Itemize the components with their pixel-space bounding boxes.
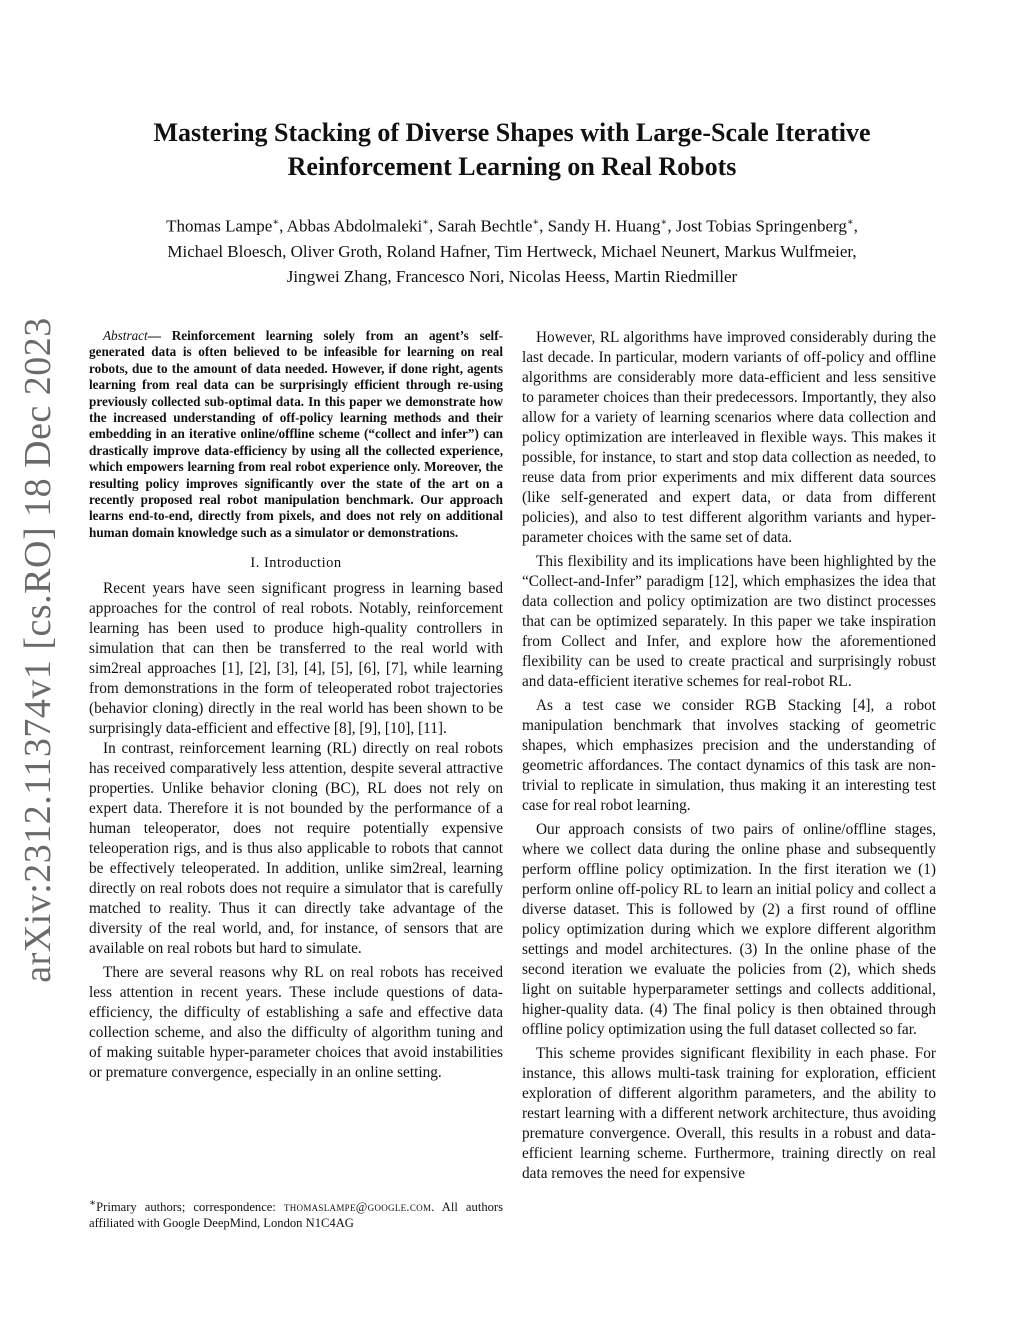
author-mark: ∗ bbox=[272, 217, 280, 228]
arxiv-identifier bbox=[10, 317, 66, 983]
body-paragraph: Our approach consists of two pairs of online/offline stages, where we collect data during the online phase and subsequently perform offline policy optimization. In the first iteration we (1) perform online off-policy RL to learn an initial policy and collect a diverse dataset. This is followed by (2) a first round of offline policy optimization during which we explore different algorithm settings and model architectures. (3) In the online phase of the second iteration we evaluate the policies from (2), which sheds light on suitable hyperparameter settings and collects additional, higher-quality data. (4) The final policy is then obtained through offline policy optimization using the full dataset collected so far. bbox=[522, 821, 936, 1038]
body-paragraph: This flexibility and its implications have been highlighted by the “Collect-and-Infer” paradigm [12], which emphasizes the idea that data collection and policy optimization are two distinct processes that can be optimized separately. In this paper we take inspiration from Collect and Infer, and explore how the aforementioned flexibility can be used to create practical and surprisingly robust and data-efficient iterative schemes for real-robot RL. bbox=[522, 553, 936, 690]
author-mark: ∗ bbox=[532, 217, 540, 228]
paper-title bbox=[90, 116, 934, 184]
abstract-dash: — bbox=[147, 328, 172, 343]
footnote bbox=[89, 1196, 503, 1231]
abstract bbox=[89, 328, 503, 541]
abstract-label: Abstract bbox=[103, 328, 148, 343]
author-name: , Sandy H. Huang bbox=[539, 216, 661, 236]
author-line-3: Jingwei Zhang, Francesco Nori, Nicolas Heess, Martin Riedmiller bbox=[286, 266, 738, 286]
body-paragraph: This scheme provides significant flexibility in each phase. For instance, this allows multi-task training for exploration, efficient exploration of different algorithm parameters, and the ability to restart learning with a different network architecture, thus avoiding premature convergence. Overall, this results in a robust and data-efficient learning scheme. Furthermore, training directly on real data removes the need for expensive bbox=[522, 1045, 936, 1182]
body-paragraph: There are several reasons why RL on real robots has received less attention in recent years. These include questions of data-efficiency, the difficulty of establishing a safe and effective data collection scheme, and also the difficulty of algorithm tuning and of making suitable hyper-parameter choices that avoid instabilities or premature convergence, especially in an online setting. bbox=[89, 964, 503, 1082]
abstract-text: Reinforcement learning solely from an agent’s self-generated data is often believed to be infeasible for learning on real robots, due to the amount of data needed. However, if done right, agents learning from real data can be surprisingly efficient through re-using previously collected sub-optimal data. In this paper we demonstrate how the increased understanding of off-policy learning methods and their embedding in an iterative online/offline scheme (“collect and infer”) can drastically improve data-efficiency by using all the collected experience, which empowers learning from real robot experience only. Moreover, the resulting policy improves significantly over the state of the art on a recently proposed real robot manipulation benchmark. Our approach learns end-to-end, directly from pixels, and does not rely on additional human domain knowledge such as a simulator or demonstrations. bbox=[89, 328, 504, 540]
left-column bbox=[89, 328, 503, 1083]
footnote-email: thomaslampe@google.com bbox=[283, 1200, 432, 1215]
body-paragraph: However, RL algorithms have improved considerably during the last decade. In particular, modern variants of off-policy and offline algorithms are considerably more data-efficient and less sensitive to parameter choices than their predecessors. Importantly, they also allow for a variety of learning scenarios where data collection and policy optimization are interleaved in flexible ways. This makes it possible, for instance, to start and stop data collection as needed, to reuse data from prior experiments and mix different data sources (like self-generated and expert data, or data from different policies), and also to test different algorithm variants and hyper-parameter choices with the same set of data. bbox=[522, 329, 936, 546]
arxiv-identifier-text: arXiv:2312.11374v1 [cs.RO] 18 Dec 2023 bbox=[17, 317, 59, 983]
author-line-2: Michael Bloesch, Oliver Groth, Roland Hafner, Tim Hertweck, Michael Neunert, Markus Wulfmeier, bbox=[167, 241, 857, 261]
title-line-1: Mastering Stacking of Diverse Shapes with Large-Scale Iterative bbox=[153, 118, 871, 147]
author-name: Thomas Lampe bbox=[166, 216, 273, 236]
footnote-mark: ∗ bbox=[89, 1198, 97, 1209]
author-name: , Jost Tobias Springenberg bbox=[667, 216, 847, 236]
author-mark: ∗ bbox=[422, 217, 429, 228]
author-name: , Sarah Bechtle bbox=[428, 216, 533, 236]
author-mark: ∗ bbox=[660, 217, 668, 228]
section-heading-introduction: I. Introduction bbox=[250, 555, 342, 572]
author-name: , Abbas Abdolmaleki bbox=[279, 216, 423, 236]
author-list bbox=[90, 210, 934, 289]
body-paragraph: As a test case we consider RGB Stacking [4], a robot manipulation benchmark that involves stacking of geometric shapes, which emphasizes precision and the understanding of geometric affordances. The contact dynamics of this task are non-trivial to replicate in simulation, thus making it an interesting test case for real robot learning. bbox=[522, 697, 936, 814]
title-line-2: Reinforcement Learning on Real Robots bbox=[287, 152, 737, 181]
body-paragraph: In contrast, reinforcement learning (RL) directly on real robots has received comparatively less attention, despite several attractive properties. Unlike behavior cloning (BC), RL does not rely on expert data. Therefore it is not bounded by the performance of a human teleoperator, does not require potentially expensive teleoperation rigs, and is thus also applicable to robots that cannot be effectively teleoperated. In addition, unlike sim2real, learning directly on real robots does not require a simulator that is carefully matched to reality. Thus it can directly take advantage of the diversity of the real world, and, for instance, of sensors that are available on real robots but hard to simulate. bbox=[89, 740, 503, 958]
right-column bbox=[522, 328, 936, 1184]
author-mark: ∗ bbox=[846, 217, 854, 228]
body-paragraph: Recent years have seen significant progress in learning based approaches for the control of real robots. Notably, reinforcement learning has been used to produce high-quality controllers in simulation that can then be transferred to the real world with sim2real approaches [1], [2], [3], [4], [5], [6], [7], while learning from demonstrations in the form of teleoperated robot trajectories (behavior cloning) directly in the real world has been shown to be surprisingly data-efficient and effective [8], [9], [10], [11]. bbox=[89, 580, 503, 738]
footnote-suffix: . All authors affiliated with Google DeepMind, London N1C4AG bbox=[89, 1200, 504, 1230]
footnote-prefix: Primary authors; correspondence: bbox=[96, 1200, 284, 1215]
author-line-1 bbox=[90, 210, 934, 239]
author-separator: , bbox=[853, 216, 858, 236]
